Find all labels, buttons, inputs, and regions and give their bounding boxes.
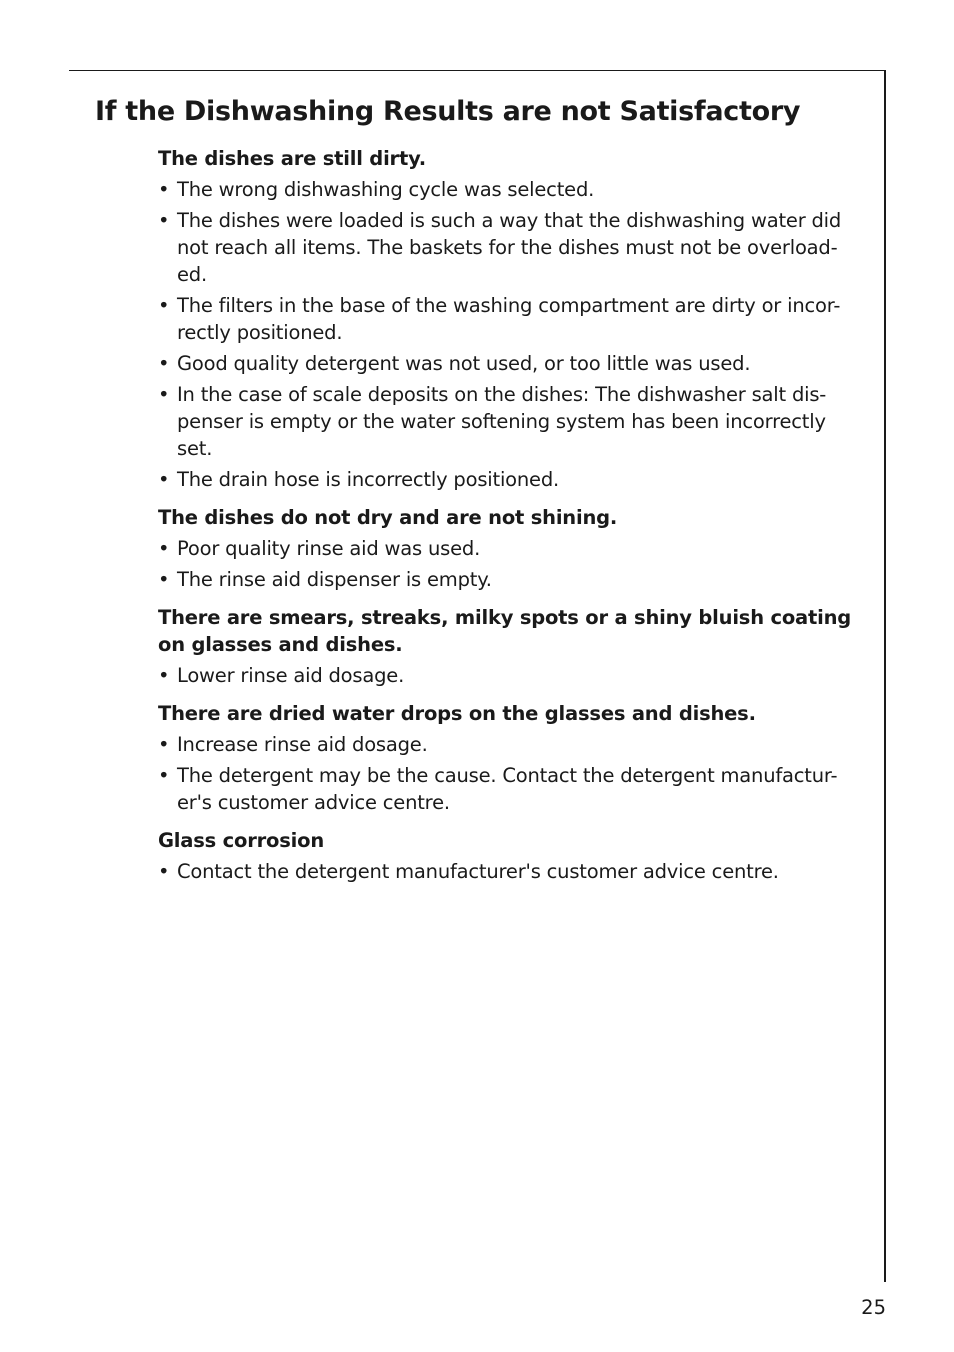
list-item: • Poor quality rinse aid was used. [158,535,864,562]
page-title: If the Dishwashing Results are not Satisfactory [95,96,801,127]
list-item: • The drain hose is incorrectly positioned. [158,466,864,493]
list-item: • The rinse aid dispenser is empty. [158,566,864,593]
list-item: • Contact the detergent manufacturer's customer advice centre. [158,858,864,885]
bullet-list [158,858,864,885]
page-number: 25 [861,1296,886,1319]
list-item: • Good quality detergent was not used, or too little was used. [158,350,864,377]
section-still-dirty [158,145,864,493]
section-heading: The dishes are still dirty. [158,147,427,170]
bullet-list [158,176,864,493]
list-item: • Lower rinse aid dosage. [158,662,864,689]
bullet-list [158,731,864,816]
list-item: • The dishes were loaded is such a way that the dishwashing water did not reach all items. The baskets for the dishes must not be overload-ed. [158,207,864,288]
list-item: • Increase rinse aid dosage. [158,731,864,758]
section-smears [158,604,864,689]
list-item: • In the case of scale deposits on the dishes: The dishwasher salt dis-penser is empty or the water softening system has been incorrectly set. [158,381,864,462]
top-rule [69,70,886,71]
troubleshooting-content [158,145,864,885]
list-item: • The filters in the base of the washing compartment are dirty or incor-rectly positioned. [158,292,864,346]
section-water-drops [158,700,864,816]
list-item: • The wrong dishwashing cycle was selected. [158,176,864,203]
section-heading: The dishes do not dry and are not shining. [158,506,618,529]
section-heading: There are dried water drops on the glasses and dishes. [158,702,756,725]
section-glass-corrosion [158,827,864,885]
list-item: • The detergent may be the cause. Contact the detergent manufactur-er's customer advice centre. [158,762,864,816]
bullet-list [158,662,864,689]
section-not-dry [158,504,864,593]
section-heading: There are smears, streaks, milky spots or a shiny bluish coating on glasses and dishes. [158,606,852,656]
right-rule [884,70,886,1282]
bullet-list [158,535,864,593]
section-heading: Glass corrosion [158,829,325,852]
